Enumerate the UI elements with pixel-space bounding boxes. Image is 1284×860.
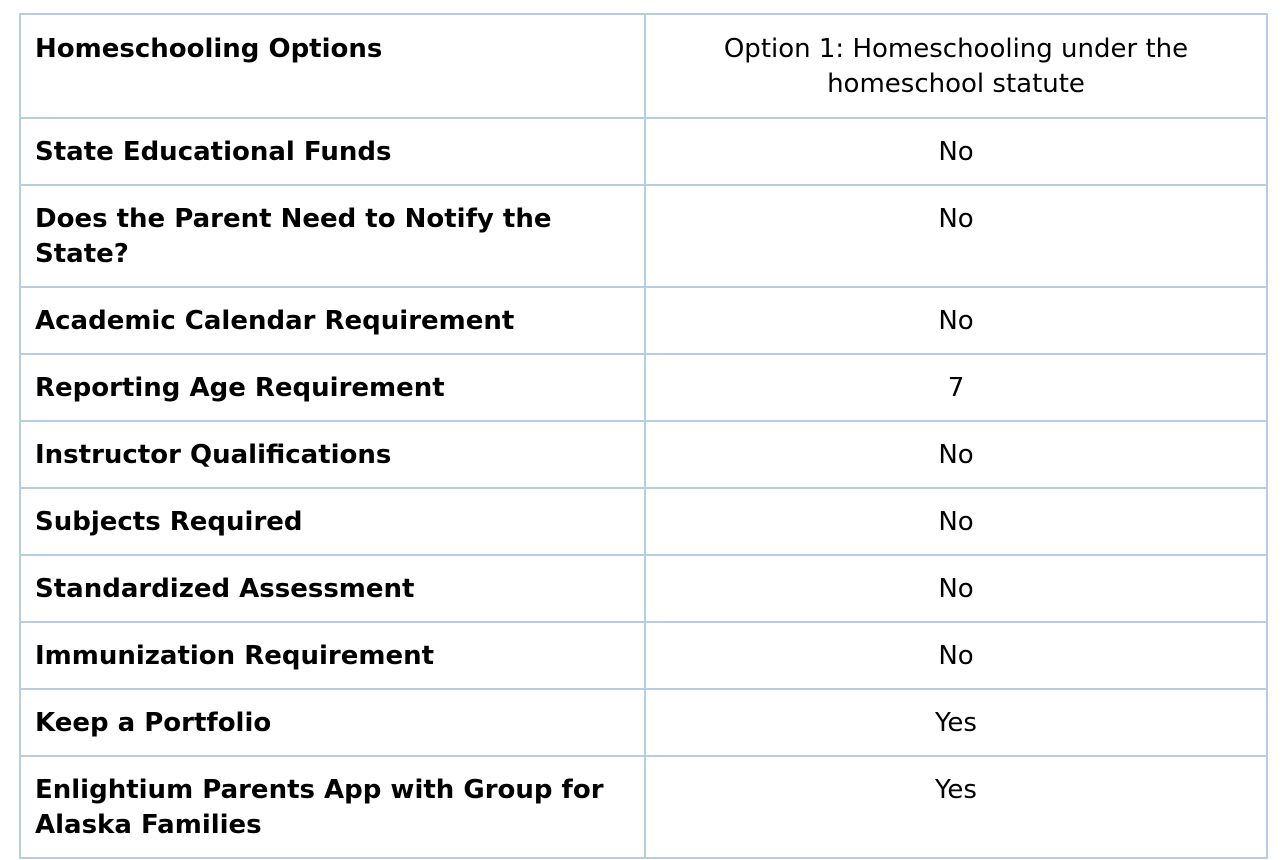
row-value-standardized-assessment: No: [645, 555, 1267, 622]
row-value-academic-calendar: No: [645, 287, 1267, 354]
row-value-portfolio: Yes: [645, 689, 1267, 756]
row-label-academic-calendar: Academic Calendar Requirement: [20, 287, 645, 354]
table-row: [20, 756, 1267, 858]
row-value-state-educational-funds: No: [645, 118, 1267, 185]
row-value-instructor-qualifications: No: [645, 421, 1267, 488]
row-label-parents-app: Enlightium Parents App with Group for Alaska Families: [20, 756, 645, 858]
table-row: [20, 622, 1267, 689]
row-label-state-educational-funds: State Educational Funds: [20, 118, 645, 185]
row-label-instructor-qualifications: Instructor Qualifications: [20, 421, 645, 488]
row-value-notify-state: No: [645, 185, 1267, 287]
header-option-cell: Option 1: Homeschooling under the homeschool statute: [645, 14, 1267, 118]
row-value-immunization: No: [645, 622, 1267, 689]
header-label-cell: Homeschooling Options: [20, 14, 645, 118]
row-value-reporting-age: 7: [645, 354, 1267, 421]
homeschool-options-table-container: [19, 13, 1268, 859]
row-label-reporting-age: Reporting Age Requirement: [20, 354, 645, 421]
row-label-notify-state: Does the Parent Need to Notify the State?: [20, 185, 645, 287]
row-label-subjects-required: Subjects Required: [20, 488, 645, 555]
table-row: [20, 689, 1267, 756]
row-label-standardized-assessment: Standardized Assessment: [20, 555, 645, 622]
table-row: [20, 118, 1267, 185]
table-row: [20, 354, 1267, 421]
table-header-row: [20, 14, 1267, 118]
table-row: [20, 421, 1267, 488]
row-value-parents-app: Yes: [645, 756, 1267, 858]
row-label-immunization: Immunization Requirement: [20, 622, 645, 689]
table-row: [20, 555, 1267, 622]
row-value-subjects-required: No: [645, 488, 1267, 555]
table-row: [20, 287, 1267, 354]
table-row: [20, 488, 1267, 555]
table-row: [20, 185, 1267, 287]
homeschool-options-table: [19, 13, 1268, 859]
row-label-portfolio: Keep a Portfolio: [20, 689, 645, 756]
